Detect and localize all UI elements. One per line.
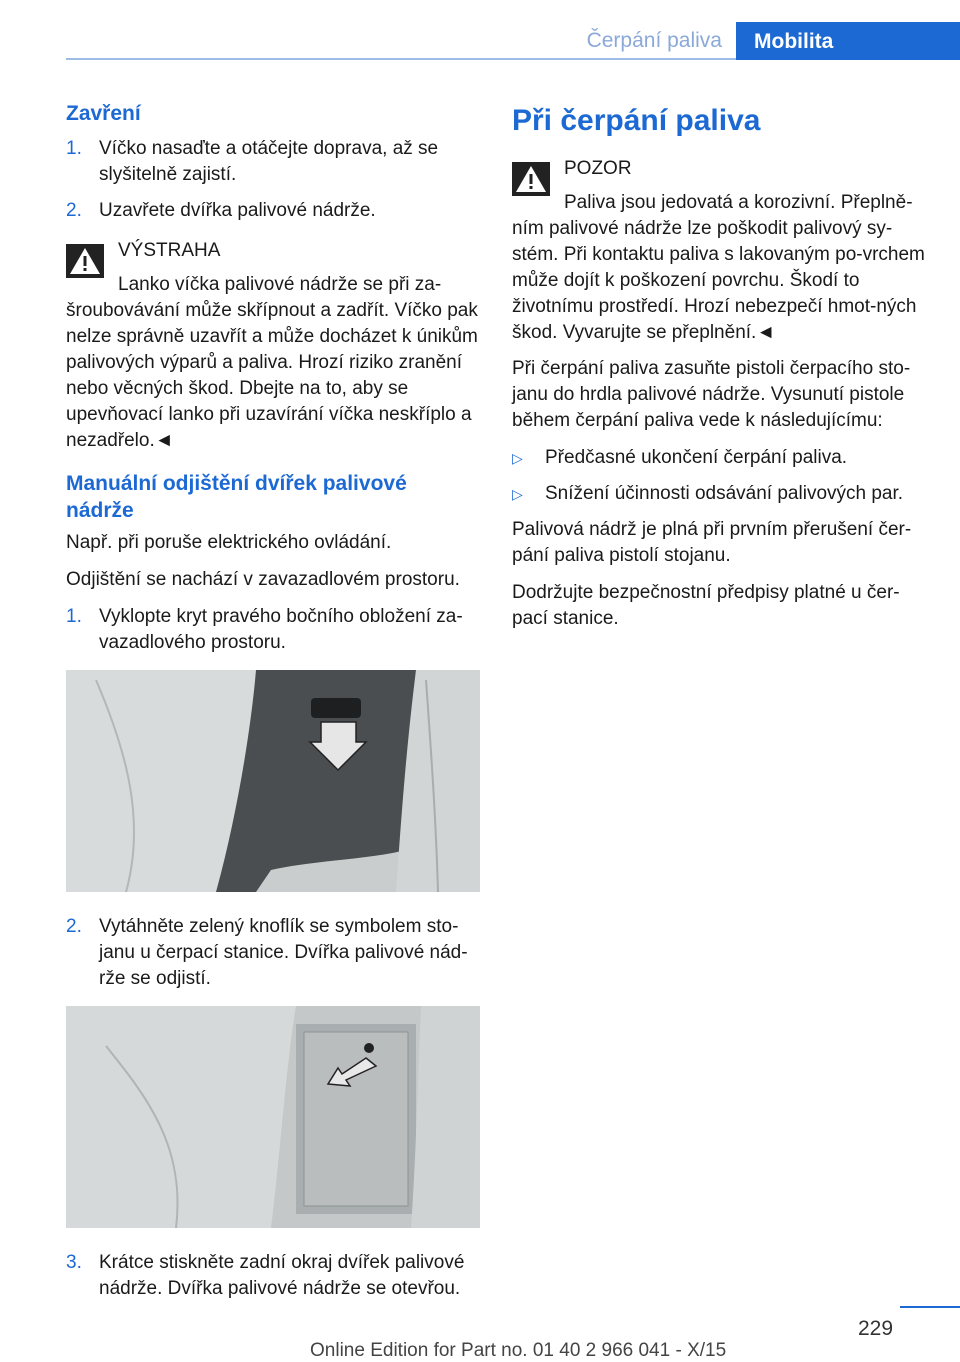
- list-item: [512, 445, 926, 471]
- caution-text: Paliva jsou jedovatá a korozivní. Přeplně‐ním palivové nádrže lze poškodit palivový sy‐stém. Při kontaktu paliva s lakovaným po‐vrchem může dojít k poškození povrchu. Škodí to životnímu prostředí. Hrozí nebezpečí hmot‐ných škod. Vyvarujte se přeplnění.◄: [512, 192, 925, 343]
- list-item-text: Předčasné ukončení čerpání paliva.: [545, 447, 848, 468]
- step-number: 1.: [66, 606, 82, 627]
- manual-step: [66, 604, 480, 656]
- caution-title: POZOR: [564, 158, 632, 179]
- left-column: [66, 100, 480, 1312]
- closing-steps: [66, 136, 480, 224]
- header-chapter-label: Mobilita: [754, 30, 834, 53]
- manual-steps: [66, 604, 480, 656]
- manual-steps-3: [66, 1250, 480, 1302]
- manual-unlock-heading: Manuální odjištění dvířek palivové nádrže: [66, 472, 407, 522]
- manual-step: [66, 1250, 480, 1302]
- refueling-paragraph: Při čerpání paliva zasuňte pistoli čerpacího sto‐janu do hrdla palivové nádrže. Vysunutí pistole během čerpání paliva vede k následujícímu:: [512, 358, 911, 431]
- trunk-cover-drawing: [66, 670, 480, 892]
- caution-box: [512, 156, 926, 346]
- header-chapter-tab: [736, 22, 960, 60]
- header-section-title: Čerpání paliva: [586, 29, 722, 52]
- warning-icon: [66, 244, 104, 278]
- trunk-cover-illustration: [66, 670, 480, 892]
- release-knob-illustration: [66, 1006, 480, 1228]
- right-column: [512, 100, 926, 643]
- page-number: 229: [858, 1317, 894, 1340]
- step-number: 2.: [66, 916, 82, 937]
- step-text: Uzavřete dvířka palivové nádrže.: [99, 200, 376, 221]
- manual-step: [66, 914, 480, 992]
- closing-step: [66, 198, 480, 224]
- step-text: Víčko nasaďte a otáčejte doprava, až se slyšitelně zajistí.: [99, 138, 439, 185]
- closing-step: [66, 136, 480, 188]
- step-number: 2.: [66, 200, 82, 221]
- bullet-triangle-icon: ▷: [512, 450, 523, 466]
- refueling-paragraph: Dodržujte bezpečnostní předpisy platné u čer‐pací stanice.: [512, 582, 900, 629]
- step-text: Vyklopte kryt pravého bočního obložení za‐vazadlového prostoru.: [99, 606, 463, 653]
- consequence-list: [512, 445, 926, 507]
- manual-unlock-paragraph: Např. při poruše elektrického ovládání.: [66, 532, 392, 553]
- closing-heading: Zavření: [66, 102, 141, 125]
- step-text: Krátce stiskněte zadní okraj dvířek palivové nádrže. Dvířka palivové nádrže se otevřou.: [99, 1252, 465, 1299]
- bullet-triangle-icon: ▷: [512, 486, 523, 502]
- list-item-text: Snížení účinnosti odsávání palivových par.: [545, 483, 904, 504]
- footer-rule: [900, 1306, 960, 1308]
- release-knob-drawing: [66, 1006, 480, 1228]
- warning-box: [66, 238, 480, 454]
- footer-edition-note: Online Edition for Part no. 01 40 2 966 041 - X/15: [310, 1340, 727, 1361]
- list-item: [512, 481, 926, 507]
- warning-text: Lanko víčka palivové nádrže se při za‐šroubovávání může skřípnout a zadřít. Víčko pak nelze správně uzavřít a může docházet k únikům palivových výparů a paliva. Hrozí riziko zranění nebo věcných škod. Dbejte na to, aby se upevňovací lanko při uzavírání víčka neskříplo a nezadřelo.◄: [66, 274, 478, 451]
- manual-steps-2: [66, 914, 480, 992]
- manual-unlock-paragraph: Odjištění se nachází v zavazadlovém prostoru.: [66, 569, 460, 590]
- refueling-heading: Při čerpání paliva: [512, 104, 761, 137]
- step-text: Vytáhněte zelený knoflík se symbolem sto‐janu u čerpací stanice. Dvířka palivové nád‐rže se odjistí.: [99, 916, 468, 989]
- caution-icon: [512, 162, 550, 196]
- warning-title: VÝSTRAHA: [118, 240, 221, 261]
- refueling-paragraph: Palivová nádrž je plná při prvním přerušení čer‐pání paliva pistolí stojanu.: [512, 519, 912, 566]
- step-number: 1.: [66, 138, 82, 159]
- step-number: 3.: [66, 1252, 82, 1273]
